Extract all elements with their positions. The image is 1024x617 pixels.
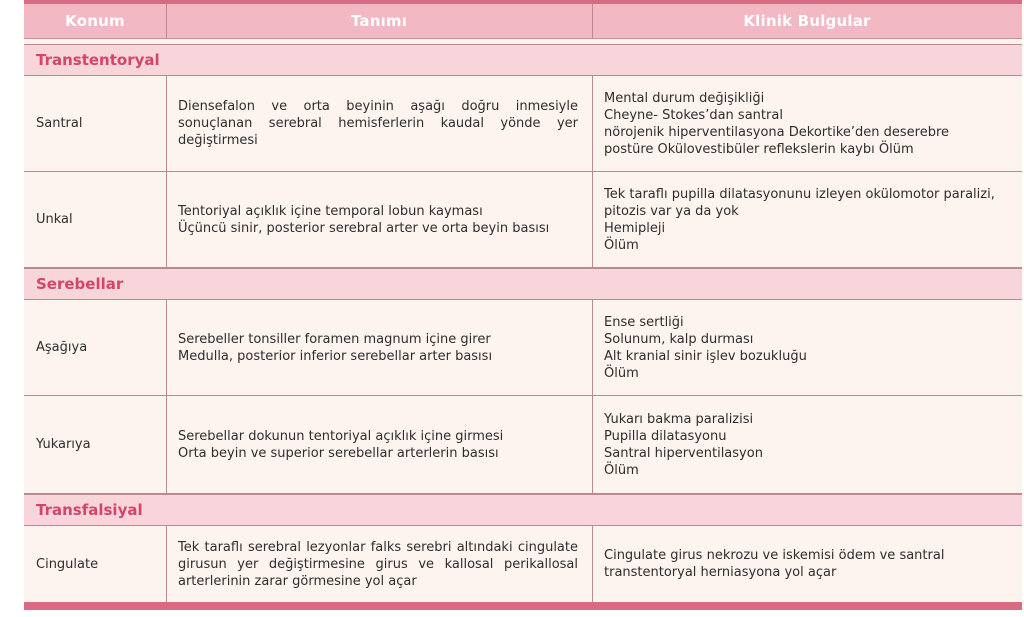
definition-cell bbox=[166, 300, 592, 395]
table-row bbox=[24, 396, 1022, 494]
section-row bbox=[24, 268, 1022, 300]
location-cell: Cingulate bbox=[36, 556, 99, 572]
column-divider bbox=[592, 76, 593, 268]
findings-cell bbox=[592, 396, 1022, 493]
section-title: Transtentoryal bbox=[36, 51, 160, 69]
definition-line: Üçüncü sinir, posterior serebral arter ve orta beyin basısı bbox=[178, 220, 550, 236]
table-row bbox=[24, 526, 1022, 602]
findings-cell: Cingulate girus nekrozu ve iskemisi ödem ve santral transtentoryal herniasyona yol açar bbox=[604, 548, 945, 580]
definition-line: Serebeller tonsiller foramen magnum içine girer bbox=[178, 331, 491, 347]
finding-line: Ense sertliği bbox=[604, 314, 684, 330]
finding-line: nörojenik hiperventilasyona Dekortike’den deserebre bbox=[604, 124, 950, 140]
column-divider bbox=[592, 300, 593, 494]
section-row bbox=[24, 44, 1022, 76]
section-title: Serebellar bbox=[36, 275, 124, 293]
finding-line: Yukarı bakma paralizisi bbox=[604, 411, 754, 427]
definition-line: Tentoriyal açıklık içine temporal lobun kayması bbox=[178, 203, 483, 219]
section-title: Transfalsiyal bbox=[36, 501, 143, 519]
definition-cell bbox=[166, 396, 592, 493]
finding-line: Cheyne- Stokes’dan santral bbox=[604, 107, 783, 123]
finding-line: Santral hiperventilasyon bbox=[604, 445, 763, 461]
table-row bbox=[24, 300, 1022, 396]
header-tanimi: Tanımı bbox=[350, 12, 408, 30]
finding-line: Hemipleji bbox=[604, 220, 666, 236]
definition-line: Medulla, posterior inferior serebellar arter basısı bbox=[178, 348, 493, 364]
definition-cell bbox=[166, 172, 592, 267]
table-row bbox=[24, 76, 1022, 172]
finding-line: Solunum, kalp durması bbox=[604, 331, 754, 347]
location-cell: Yukarıya bbox=[36, 437, 91, 452]
findings-cell bbox=[592, 172, 1022, 267]
finding-line: Pupilla dilatasyonu bbox=[604, 428, 727, 444]
header-klinik-bulgular: Klinik Bulgular bbox=[743, 12, 871, 30]
definition-line: Orta beyin ve superior serebellar arterlerin basısı bbox=[178, 445, 499, 461]
definition-line: Serebellar dokunun tentoriyal açıklık içine girmesi bbox=[178, 428, 504, 444]
finding-line: postüre Okülovestibüler reflekslerin kaybı Ölüm bbox=[604, 141, 914, 157]
section-row bbox=[24, 494, 1022, 526]
column-divider bbox=[166, 300, 167, 494]
location-cell: Santral bbox=[36, 116, 83, 131]
header-konum: Konum bbox=[65, 12, 125, 30]
column-divider bbox=[166, 76, 167, 268]
column-divider bbox=[166, 526, 167, 602]
table-header bbox=[24, 4, 1022, 39]
definition-cell: Diensefalon ve orta beyinin aşağı doğru inmesiyle sonuçlanan serebral hemisferlerin kaudal yönde yer değiştirmesi bbox=[178, 99, 578, 148]
findings-cell bbox=[592, 76, 1022, 171]
definition-cell: Tek taraflı serebral lezyonlar falks serebri altındaki cingulate girusun yer değiştirmesine girus ve kallosal perikallosal arterlerinin zarar görmesine yol açar bbox=[178, 539, 578, 589]
finding-line: Ölüm bbox=[604, 365, 639, 381]
location-cell: Aşağıya bbox=[36, 340, 88, 355]
finding-line: Mental durum değişikliği bbox=[604, 90, 765, 106]
finding-line: Tek taraflı pupilla dilatasyonunu izleyen okülomotor paralizi, pitozis var ya da yok bbox=[604, 186, 995, 219]
table-row bbox=[24, 172, 1022, 268]
bottom-accent-strip bbox=[24, 602, 1022, 610]
finding-line: Ölüm bbox=[604, 462, 639, 478]
finding-line: Alt kranial sinir işlev bozukluğu bbox=[604, 348, 807, 364]
table-page bbox=[24, 0, 1022, 610]
header-divider bbox=[592, 4, 593, 38]
column-divider bbox=[592, 526, 593, 602]
location-cell: Unkal bbox=[36, 212, 73, 227]
header-divider bbox=[166, 4, 167, 38]
finding-line: Ölüm bbox=[604, 237, 639, 253]
findings-cell bbox=[592, 300, 1022, 395]
